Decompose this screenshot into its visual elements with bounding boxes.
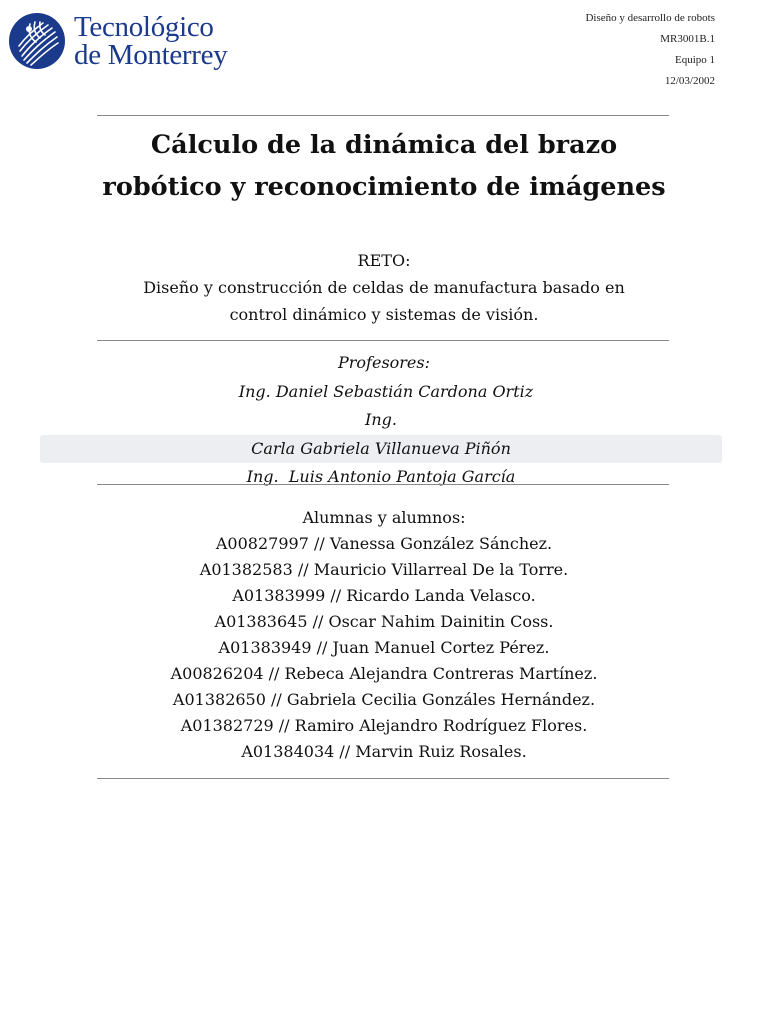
divider-bottom	[97, 778, 669, 779]
team-name: Equipo 1	[674, 54, 715, 66]
challenge-line-1: Diseño y construcción de celdas de manufactura basado en	[143, 278, 625, 297]
professors-section	[40, 349, 728, 492]
student-item: A01384034 // Marvin Ruiz Rosales.	[241, 742, 527, 761]
students-label: Alumnas y alumnos:	[302, 508, 466, 527]
student-item: A01382583 // Mauricio Villarreal De la Torre.	[199, 560, 569, 579]
students-section	[40, 505, 728, 765]
logo-line-2: de Monterrey	[74, 39, 228, 71]
professor-name: Luis Antonio Pantoja García	[288, 467, 516, 486]
professor-name: Carla Gabriela Villanueva Piñón	[40, 435, 722, 464]
professor-name: Daniel Sebastián Cardona Ortiz	[275, 381, 534, 401]
professor-item	[40, 463, 728, 492]
document-meta	[585, 8, 715, 92]
divider-challenge	[97, 340, 669, 341]
title-line-2: robótico y reconocimiento de imágenes	[102, 172, 666, 202]
logo-line-1: Tecnológico	[74, 11, 214, 43]
tec-logo-icon	[8, 12, 66, 70]
institution-logo	[8, 10, 227, 72]
student-item: A01383999 // Ricardo Landa Velasco.	[232, 586, 536, 605]
student-item: A01382729 // Ramiro Alejandro Rodríguez Flores.	[180, 716, 588, 735]
document-date: 12/03/2002	[664, 75, 715, 87]
student-item: A01383949 // Juan Manuel Cortez Pérez.	[218, 638, 550, 657]
student-item: A00827997 // Vanessa González Sánchez.	[215, 534, 553, 553]
course-name: Diseño y desarrollo de robots	[585, 12, 715, 24]
student-item: A01383645 // Oscar Nahim Dainitin Coss.	[214, 612, 554, 631]
student-item: A01382650 // Gabriela Cecilia Gonzáles Hernández.	[172, 690, 596, 709]
student-item: A00826204 // Rebeca Alejandra Contreras Martínez.	[170, 664, 598, 683]
challenge-section	[40, 247, 728, 328]
professor-prefix: Ing.	[365, 410, 397, 429]
document-title	[60, 124, 708, 208]
professor-item	[40, 378, 728, 407]
professor-prefix: Ing.	[238, 381, 271, 401]
challenge-line-2: control dinámico y sistemas de visión.	[229, 305, 539, 324]
divider-professors	[97, 484, 669, 485]
group-code: MR3001B.1	[660, 33, 715, 45]
title-line-1: Cálculo de la dinámica del brazo	[150, 130, 618, 160]
professor-prefix: Ing.	[246, 467, 279, 486]
challenge-label: RETO:	[357, 251, 411, 270]
professor-item	[40, 406, 728, 463]
divider-top	[97, 115, 669, 116]
logo-wordmark	[74, 13, 227, 69]
professors-label: Profesores:	[338, 353, 430, 372]
